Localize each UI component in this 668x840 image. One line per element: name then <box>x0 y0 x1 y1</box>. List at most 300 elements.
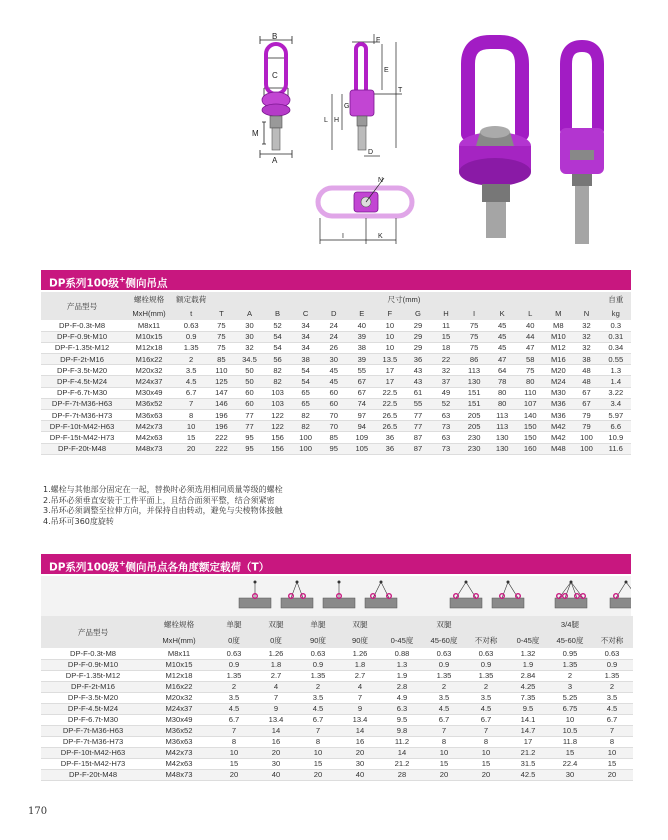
value-cell: 110 <box>215 365 228 375</box>
value-cell: 73 <box>441 444 451 454</box>
value-cell: 20 <box>607 770 617 779</box>
value-cell: 222 <box>215 444 228 454</box>
dim-letter: N <box>583 308 590 318</box>
value-cell: 36 <box>385 432 395 442</box>
value-cell: 48 <box>582 377 591 387</box>
value-cell: 17 <box>385 377 395 387</box>
value-cell: 4.5 <box>185 377 197 387</box>
value-cell: M30x49 <box>165 715 193 724</box>
value-cell: 0.63 <box>310 648 326 658</box>
value-cell: 16 <box>355 737 365 746</box>
value-cell: 22 <box>441 354 451 364</box>
value-cell: 6.7 <box>606 715 618 724</box>
value-cell: 79 <box>582 421 591 431</box>
value-cell: 7 <box>357 693 363 702</box>
angle-header: 不对称 <box>600 635 624 645</box>
dim-letter: C <box>302 308 309 318</box>
value-cell: 16 <box>271 737 281 746</box>
value-cell: 20 <box>271 748 281 757</box>
load-table <box>41 616 633 781</box>
value-cell: 13.4 <box>352 715 368 724</box>
value-cell: 1.35 <box>436 671 452 680</box>
value-cell: 77 <box>413 410 423 420</box>
value-cell: 1.8 <box>354 660 366 669</box>
value-cell: 97 <box>357 410 367 420</box>
value-cell: 5.97 <box>608 410 624 420</box>
value-cell: 4.5 <box>606 704 618 713</box>
value-cell: 80 <box>526 377 535 387</box>
single-leg-side-icon <box>323 581 355 609</box>
table-row <box>41 443 631 454</box>
value-cell: 86 <box>469 354 479 364</box>
value-cell: 45 <box>497 320 507 330</box>
value-cell: 32 <box>582 343 591 353</box>
value-cell: 146 <box>215 399 228 409</box>
value-cell: 52 <box>441 399 451 409</box>
dim-letter: G <box>414 308 421 318</box>
angle-header: 0-45度 <box>516 635 540 645</box>
value-cell: 1.35 <box>478 671 494 680</box>
model-cell: DP-F-1.35t-M12 <box>65 671 121 680</box>
value-cell: 1.35 <box>310 671 326 680</box>
value-cell: M16x22 <box>135 354 163 364</box>
value-cell: 24 <box>329 320 338 330</box>
value-cell: 45 <box>329 365 338 375</box>
col-weight-header: 自重 <box>608 294 624 304</box>
value-cell: M36 <box>550 410 566 420</box>
page-number: 170 <box>28 806 48 817</box>
value-cell: 87 <box>413 444 423 454</box>
table-row <box>41 387 631 398</box>
model-cell: DP-F-10t-M42-H63 <box>49 421 115 431</box>
value-cell: 103 <box>271 399 284 409</box>
value-cell: 7 <box>441 726 447 735</box>
angle-header: 0-45度 <box>390 635 414 645</box>
value-cell: 15 <box>229 759 239 768</box>
double-leg-asymmetric-icon <box>492 581 524 609</box>
value-cell: 10 <box>439 748 449 757</box>
value-cell: 55 <box>413 399 423 409</box>
four-leg-asymmetric-icon <box>610 581 631 609</box>
value-cell: 61 <box>413 388 423 398</box>
value-cell: M48 <box>550 444 566 454</box>
four-leg-angle-icon <box>555 581 587 609</box>
value-cell: M8x11 <box>137 320 161 330</box>
value-cell: 20 <box>186 444 196 454</box>
value-cell: 34 <box>301 343 310 353</box>
value-cell: 39 <box>357 354 367 364</box>
value-cell: 95 <box>329 444 338 454</box>
table-row <box>41 670 633 681</box>
value-cell: 20 <box>229 770 239 779</box>
group-header: 单腿 <box>310 619 326 629</box>
dim-label-F: F <box>376 37 381 44</box>
value-cell: 60 <box>245 399 254 409</box>
value-cell: 140 <box>523 410 537 420</box>
value-cell: 113 <box>496 421 509 431</box>
model-cell: DP-F-6.7t-M30 <box>56 388 108 398</box>
table-row <box>41 648 633 659</box>
value-cell: 14 <box>355 726 365 735</box>
value-cell: M24x37 <box>165 704 193 713</box>
value-cell: 44 <box>526 332 535 342</box>
value-cell: 50 <box>245 377 254 387</box>
value-cell: 26 <box>329 343 338 353</box>
value-cell: M10x15 <box>135 332 163 342</box>
dim-label-L: L <box>324 117 328 124</box>
col-spec-header: 螺栓规格 <box>163 619 195 629</box>
value-cell: 4.5 <box>312 704 324 713</box>
value-cell: 29 <box>413 343 423 353</box>
value-cell: 65 <box>301 399 310 409</box>
model-cell: DP-F-7t-M36-H63 <box>51 399 113 409</box>
value-cell: 17 <box>523 737 533 746</box>
table-row <box>41 725 633 736</box>
value-cell: 9 <box>357 704 363 713</box>
value-cell: 38 <box>582 354 591 364</box>
value-cell: 0.63 <box>183 320 199 330</box>
product-photo-main <box>438 34 548 244</box>
value-cell: 113 <box>496 410 509 420</box>
model-cell: DP-F-0.9t-M10 <box>56 332 108 342</box>
product-photo-side <box>548 40 618 250</box>
value-cell: 0.34 <box>608 343 624 353</box>
dim-label-K: K <box>378 233 383 240</box>
value-cell: 100 <box>580 444 593 454</box>
value-cell: 2 <box>483 682 489 691</box>
group-header: 双腿 <box>268 619 284 629</box>
value-cell: M42x63 <box>135 432 163 442</box>
value-cell: 60 <box>329 388 338 398</box>
value-cell: 30 <box>565 770 575 779</box>
angle-header: 45-60度 <box>556 635 584 645</box>
value-cell: 67 <box>582 399 591 409</box>
load-icons <box>41 576 631 616</box>
value-cell: 85 <box>217 354 226 364</box>
value-cell: 9.5 <box>396 715 408 724</box>
value-cell: 3.5 <box>438 693 450 702</box>
group-header: 单腿 <box>226 619 242 629</box>
dim-label-N: N <box>378 177 384 184</box>
value-cell: M42x73 <box>135 421 163 431</box>
col-spec-unit: MxH(mm) <box>162 635 196 645</box>
col-load-unit: t <box>190 308 193 318</box>
value-cell: 4 <box>357 682 363 691</box>
dim-letter: M <box>555 308 562 318</box>
value-cell: 30 <box>355 759 365 768</box>
value-cell: 2.7 <box>270 671 282 680</box>
group-header: 双腿 <box>352 619 368 629</box>
technical-drawing-front <box>250 30 310 165</box>
value-cell: 26.5 <box>382 421 398 431</box>
value-cell: 32 <box>582 320 591 330</box>
value-cell: 85 <box>329 432 338 442</box>
dim-label-T: T <box>398 87 403 94</box>
value-cell: 1.26 <box>268 648 284 658</box>
value-cell: 1.9 <box>396 671 408 680</box>
model-cell: DP-F-2t-M16 <box>71 682 115 691</box>
angle-header: 不对称 <box>474 635 498 645</box>
table-row <box>41 714 633 725</box>
angle-header: 0度 <box>270 635 282 645</box>
table-row <box>41 432 631 443</box>
value-cell: 29 <box>413 320 423 330</box>
value-cell: 22.5 <box>382 388 398 398</box>
table-row <box>41 769 633 780</box>
value-cell: 67 <box>357 388 367 398</box>
value-cell: 36 <box>385 444 395 454</box>
value-cell: 11.6 <box>608 444 623 454</box>
value-cell: 4.9 <box>396 693 408 702</box>
value-cell: 2 <box>231 682 237 691</box>
value-cell: M8x11 <box>167 648 191 658</box>
value-cell: M20x32 <box>165 693 193 702</box>
value-cell: 82 <box>301 410 310 420</box>
value-cell: 80 <box>497 399 507 409</box>
value-cell: 15 <box>481 759 491 768</box>
dim-letter: I <box>473 308 476 318</box>
value-cell: 7.35 <box>520 693 536 702</box>
dim-letter: H <box>443 308 449 318</box>
value-cell: 9.8 <box>396 726 408 735</box>
value-cell: 222 <box>215 432 228 442</box>
value-cell: 38 <box>301 354 310 364</box>
value-cell: 49 <box>441 388 451 398</box>
note-item: 2.吊环必须垂直安装于工件平面上，且结合面须平整，结合须紧密 <box>43 495 275 505</box>
value-cell: M36x52 <box>165 726 193 735</box>
value-cell: 0.9 <box>312 660 324 669</box>
value-cell: 56 <box>273 354 282 364</box>
value-cell: 2 <box>189 354 194 364</box>
value-cell: 32 <box>582 332 591 342</box>
model-cell: DP-F-15t-M42-H73 <box>60 759 126 768</box>
value-cell: 4.5 <box>228 704 240 713</box>
value-cell: 74 <box>357 399 367 409</box>
model-cell: DP-F-10t-M42-H63 <box>60 748 126 757</box>
value-cell: 87 <box>413 432 423 442</box>
value-cell: 34 <box>301 332 310 342</box>
technical-drawing-top <box>310 168 420 250</box>
value-cell: 100 <box>580 432 593 442</box>
double-leg-side-icon <box>365 581 397 609</box>
value-cell: 122 <box>271 421 284 431</box>
value-cell: 42.5 <box>520 770 536 779</box>
table-row <box>41 320 631 331</box>
value-cell: 26.5 <box>382 410 398 420</box>
dim-letter: E <box>359 308 365 318</box>
value-cell: 14.1 <box>520 715 536 724</box>
table-row <box>41 736 633 747</box>
value-cell: 3.5 <box>185 365 197 375</box>
model-cell: DP-F-4.5t-M24 <box>67 704 119 713</box>
value-cell: 60 <box>245 388 254 398</box>
value-cell: 0.9 <box>480 660 492 669</box>
value-cell: 151 <box>467 388 481 398</box>
value-cell: 31.5 <box>520 759 536 768</box>
model-cell: DP-F-3.5t-M20 <box>67 693 119 702</box>
value-cell: 13.5 <box>382 354 398 364</box>
table1-plus: + <box>118 275 126 284</box>
value-cell: 32 <box>245 343 254 353</box>
value-cell: 30 <box>245 320 254 330</box>
value-cell: 113 <box>468 365 481 375</box>
value-cell: 125 <box>215 377 228 387</box>
value-cell: M36x63 <box>135 410 163 420</box>
value-cell: 8 <box>441 737 447 746</box>
col-spec-header: 螺栓规格 <box>133 294 165 304</box>
value-cell: 9.5 <box>522 704 534 713</box>
dim-label-M: M <box>252 129 259 138</box>
angle-header: 0度 <box>228 635 240 645</box>
value-cell: 100 <box>299 432 312 442</box>
value-cell: 77 <box>245 421 254 431</box>
value-cell: 7 <box>315 726 321 735</box>
value-cell: 24 <box>329 332 338 342</box>
value-cell: 2 <box>315 682 321 691</box>
value-cell: 20 <box>481 770 491 779</box>
group-header: 3/4腿 <box>560 619 580 629</box>
value-cell: 13.4 <box>268 715 284 724</box>
value-cell: M36x52 <box>135 399 163 409</box>
table-row <box>41 681 633 692</box>
value-cell: 130 <box>495 444 509 454</box>
dim-label-G: G <box>344 103 350 110</box>
value-cell: M12 <box>550 343 566 353</box>
value-cell: 82 <box>301 421 310 431</box>
value-cell: 10 <box>385 320 395 330</box>
value-cell: M16 <box>550 354 566 364</box>
table2-title-suffix: 侧向吊点各角度额定载荷（T） <box>125 561 270 574</box>
value-cell: 47 <box>526 343 535 353</box>
value-cell: 0.9 <box>438 660 450 669</box>
value-cell: 37 <box>441 377 451 387</box>
value-cell: 73 <box>441 421 451 431</box>
value-cell: M16x22 <box>165 682 193 691</box>
value-cell: 2 <box>609 682 615 691</box>
value-cell: 7 <box>231 726 237 735</box>
group-header: 双腿 <box>436 619 452 629</box>
dim-label-C: C <box>272 71 278 80</box>
value-cell: M24 <box>550 377 566 387</box>
value-cell: 1.35 <box>226 671 242 680</box>
value-cell: 45 <box>329 377 338 387</box>
value-cell: 75 <box>217 320 226 330</box>
value-cell: 2 <box>441 682 447 691</box>
table1-title: DP系列100级 <box>49 277 119 290</box>
value-cell: 8 <box>483 737 489 746</box>
value-cell: 8 <box>315 737 321 746</box>
value-cell: 95 <box>245 432 254 442</box>
value-cell: 0.88 <box>394 648 410 658</box>
value-cell: 0.63 <box>436 648 452 658</box>
table-row <box>41 354 631 365</box>
specs-table <box>41 292 631 455</box>
value-cell: 15 <box>441 332 451 342</box>
value-cell: 3.5 <box>228 693 240 702</box>
model-cell: DP-F-20t-M48 <box>58 444 107 454</box>
dim-letter: F <box>387 308 393 318</box>
value-cell: 15 <box>439 759 449 768</box>
table1-title-suffix: 侧向吊点 <box>125 277 168 290</box>
value-cell: 196 <box>215 421 228 431</box>
usage-notes <box>43 485 283 527</box>
table-row <box>41 659 633 670</box>
value-cell: 10 <box>607 748 617 757</box>
value-cell: 103 <box>271 388 284 398</box>
value-cell: 45 <box>497 332 507 342</box>
value-cell: 75 <box>217 343 226 353</box>
value-cell: 130 <box>467 377 481 387</box>
value-cell: 54 <box>301 377 310 387</box>
value-cell: M42 <box>550 432 566 442</box>
value-cell: 95 <box>245 444 254 454</box>
value-cell: 7 <box>189 399 194 409</box>
col-load-header: 额定载荷 <box>175 294 207 304</box>
value-cell: 6.3 <box>396 704 408 713</box>
value-cell: 63 <box>441 432 451 442</box>
value-cell: 147 <box>215 388 228 398</box>
value-cell: M36 <box>550 399 566 409</box>
value-cell: 4 <box>273 682 279 691</box>
value-cell: 2.84 <box>520 671 536 680</box>
value-cell: 11 <box>442 320 450 330</box>
value-cell: 205 <box>467 421 481 431</box>
value-cell: 54 <box>273 332 282 342</box>
value-cell: 34 <box>301 320 310 330</box>
table-row <box>41 692 633 703</box>
value-cell: 2 <box>567 671 573 680</box>
value-cell: 3.4 <box>610 399 622 409</box>
value-cell: 30 <box>271 759 281 768</box>
value-cell: 10 <box>186 421 196 431</box>
table-row <box>41 703 633 714</box>
col-dims-header: 尺寸(mm) <box>387 294 421 304</box>
dim-label-B: B <box>272 32 278 41</box>
value-cell: 8 <box>609 737 615 746</box>
value-cell: 22.5 <box>382 399 398 409</box>
value-cell: 54 <box>301 365 310 375</box>
value-cell: 14.7 <box>520 726 536 735</box>
model-cell: DP-F-6.7t-M30 <box>67 715 119 724</box>
value-cell: 196 <box>215 410 228 420</box>
value-cell: 80 <box>497 388 507 398</box>
model-cell: DP-F-7t-M36-H73 <box>51 410 113 420</box>
value-cell: 54 <box>273 343 282 353</box>
value-cell: 18 <box>441 343 451 353</box>
value-cell: 75 <box>469 343 479 353</box>
value-cell: 1.9 <box>522 660 534 669</box>
value-cell: 151 <box>467 399 481 409</box>
value-cell: M36x63 <box>165 737 193 746</box>
value-cell: 20 <box>313 770 323 779</box>
value-cell: 48 <box>582 365 591 375</box>
value-cell: 1.8 <box>270 660 282 669</box>
value-cell: M42x73 <box>165 748 193 757</box>
value-cell: 94 <box>357 421 367 431</box>
value-cell: 3 <box>567 682 573 691</box>
value-cell: M30x49 <box>135 388 163 398</box>
value-cell: 3.5 <box>606 693 618 702</box>
value-cell: 40 <box>271 770 281 779</box>
value-cell: 75 <box>469 332 479 342</box>
value-cell: 6.7 <box>480 715 492 724</box>
value-cell: 63 <box>441 410 451 420</box>
dim-letter: D <box>330 308 337 318</box>
value-cell: 230 <box>467 432 481 442</box>
table-row <box>41 758 633 769</box>
note-item: 4.吊环可360度旋转 <box>43 516 114 526</box>
value-cell: 1.4 <box>610 377 622 387</box>
